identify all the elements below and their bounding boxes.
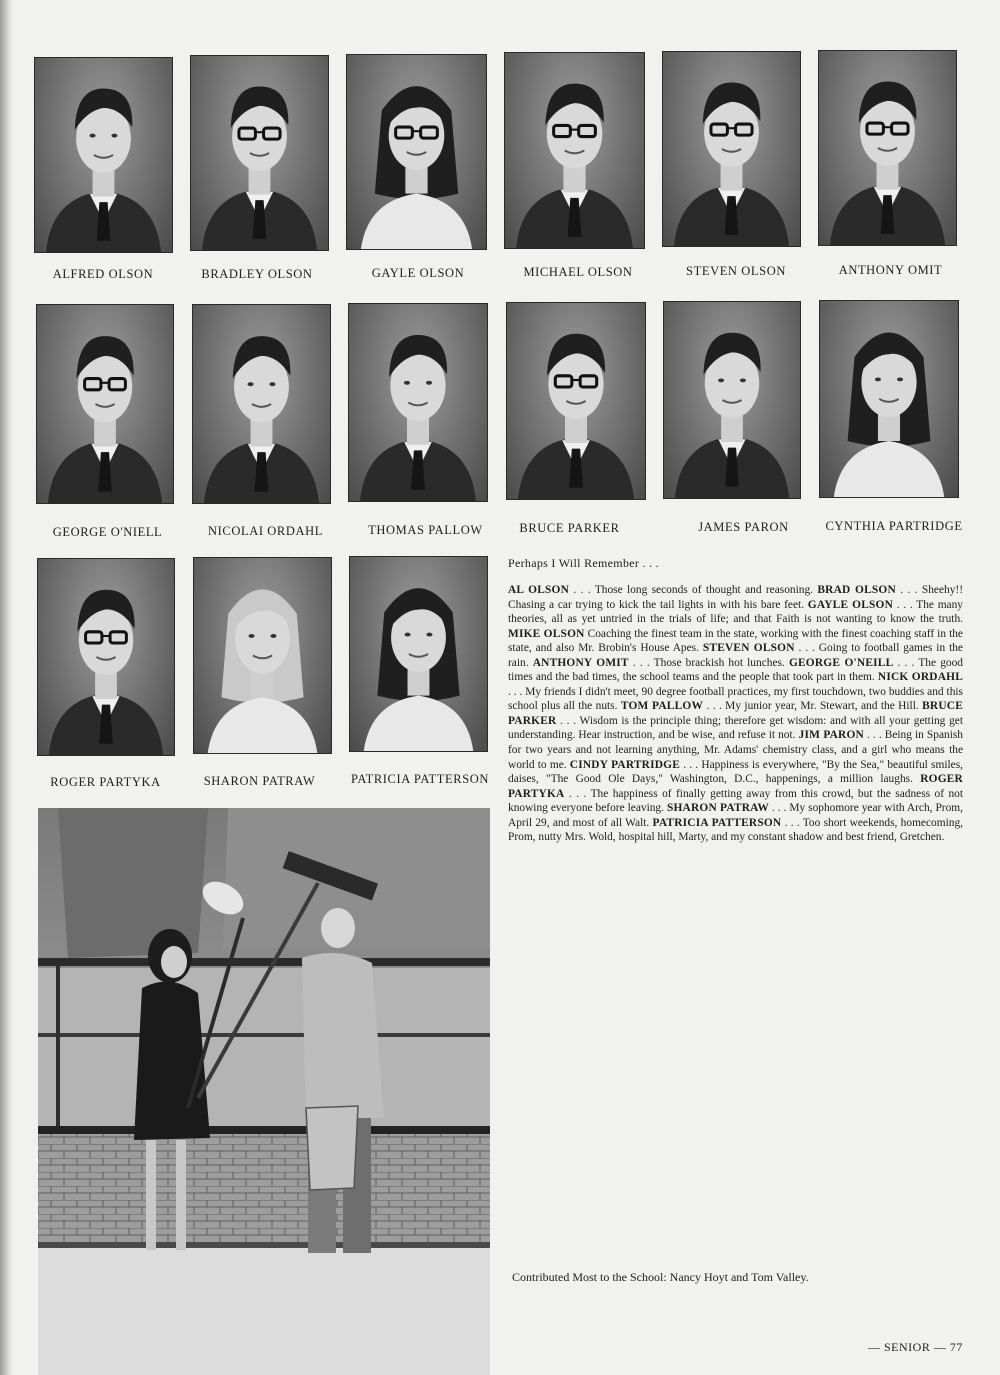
senior-name: JAMES PARON xyxy=(698,520,789,534)
senior-portrait xyxy=(504,52,645,249)
senior-name: STEVEN OLSON xyxy=(686,264,786,278)
reflection-name: AL OLSON xyxy=(508,584,570,596)
reflection-name: CINDY PARTRIDGE xyxy=(569,758,681,771)
page-folio: — SENIOR — 77 xyxy=(868,1340,963,1354)
senior-portrait xyxy=(34,57,173,253)
reflection-name: GEORGE O'NEILL xyxy=(788,656,894,669)
reflection-name: STEVEN OLSON xyxy=(702,642,795,655)
senior-portrait xyxy=(662,51,801,247)
reflection-text: . . . My junior year, Mr. Stewart, and the Hill. xyxy=(703,700,923,713)
senior-portrait xyxy=(192,304,331,504)
senior-name: GAYLE OLSON xyxy=(371,266,465,280)
senior-portrait xyxy=(36,304,174,504)
reflection-name: BRUCE PARKER xyxy=(508,700,963,727)
reflection-text: . . . Those brackish hot lunches. xyxy=(628,656,789,669)
reflection-text: . . . Sheehy!! Chasing a car trying to kick the tail lights in with his bare feet. xyxy=(508,584,963,611)
reflection-text: . . . Those long seconds of thought and reasoning. xyxy=(569,584,818,596)
senior-name: BRADLEY OLSON xyxy=(201,267,313,281)
senior-portrait xyxy=(193,557,332,754)
senior-name: NICOLAI ORDAHL xyxy=(208,524,323,538)
reflection-text: . . . Going to football games in the rain. xyxy=(508,642,963,669)
senior-name: CYNTHIA PARTRIDGE xyxy=(825,519,963,533)
senior-portrait xyxy=(346,54,487,250)
senior-name: BRUCE PARKER xyxy=(519,521,620,535)
reflection-name: SHARON PATRAW xyxy=(666,802,769,815)
senior-portrait xyxy=(818,50,957,246)
reflection-name: JIM PARON xyxy=(798,729,864,742)
senior-portrait xyxy=(819,300,959,498)
senior-portrait xyxy=(349,556,488,752)
reflection-text: . . . The good times and the bad times, the school teams and the people that took part in them. xyxy=(508,656,963,684)
reflection-name: NICK ORDAHL xyxy=(877,671,963,684)
senior-name: ROGER PARTYKA xyxy=(50,775,161,789)
reflections-text xyxy=(508,583,963,845)
senior-portrait xyxy=(663,301,801,499)
senior-name: GEORGE O'NIELL xyxy=(52,525,163,539)
reflection-text: . . . My friends I didn't meet, 90 degree football practices, my first touchdown, two buddies and this school plus all the nuts. xyxy=(508,685,963,713)
reflection-name: PATRICIA PATTERSON xyxy=(652,816,782,829)
reflection-name: ANTHONY OMIT xyxy=(532,656,629,669)
senior-portrait xyxy=(37,558,175,756)
reflection-text: . . . My sophomore year with Arch, Prom, April 29, and most of all Walt. xyxy=(508,802,964,829)
photo-caption: Contributed Most to the School: Nancy Hoyt and Tom Valley. xyxy=(512,1270,809,1284)
reflection-text: Coaching the finest team in the state, working with the finest coaching staff in the state, and also Mr. Brobin's House Apes. xyxy=(508,627,963,655)
senior-name: SHARON PATRAW xyxy=(203,774,316,788)
reflection-text: . . . Too short weekends, homecoming, Prom, nutty Mrs. Wold, hospital hill, Marty, and my constant shadow and best friend, Gretchen. xyxy=(508,816,963,844)
reflection-name: ROGER PARTYKA xyxy=(508,773,963,800)
group-photo xyxy=(38,808,490,1375)
senior-portrait xyxy=(348,303,488,502)
reflection-name: TOM PALLOW xyxy=(620,700,704,713)
senior-portrait xyxy=(506,302,646,500)
reflection-text: . . . The many theories, all as yet untried in the trials of life; and that Faith is not wanting to know the truth. xyxy=(508,598,964,626)
reflection-name: MIKE OLSON xyxy=(508,627,585,640)
senior-name: MICHAEL OLSON xyxy=(523,265,633,279)
reflection-name: GAYLE OLSON xyxy=(807,598,894,611)
senior-name: PATRICIA PATTERSON xyxy=(350,772,490,786)
senior-name: ALFRED OLSON xyxy=(52,267,154,281)
senior-portrait xyxy=(190,55,329,251)
reflection-name: BRAD OLSON xyxy=(817,584,896,596)
senior-name: ANTHONY OMIT xyxy=(838,263,943,277)
senior-name: THOMAS PALLOW xyxy=(368,523,483,537)
reflection-text: . . . Happiness is everywhere, "By the Sea," beautiful smiles, daises, "The Good Ole Days," Washington, D.C., happenings, a million laughs. xyxy=(508,758,963,786)
reflections-title: Perhaps I Will Remember . . . xyxy=(508,556,659,570)
page-binding-shadow xyxy=(0,0,14,1375)
reflection-text: . . . Wisdom is the principle thing; therefore get wisdom: and with all your getting get understanding. Hear instruction, and be wise, and refuse it not. xyxy=(508,714,963,742)
reflection-text: . . . The happiness of finally getting away from this crowd, but the sadness of not knowing everyone before leaving. xyxy=(508,787,963,815)
reflection-text: . . . Being in Spanish for two years and not learning anything, Mr. Adams' chemistry class, and a girl who means the world to me. xyxy=(508,729,963,771)
